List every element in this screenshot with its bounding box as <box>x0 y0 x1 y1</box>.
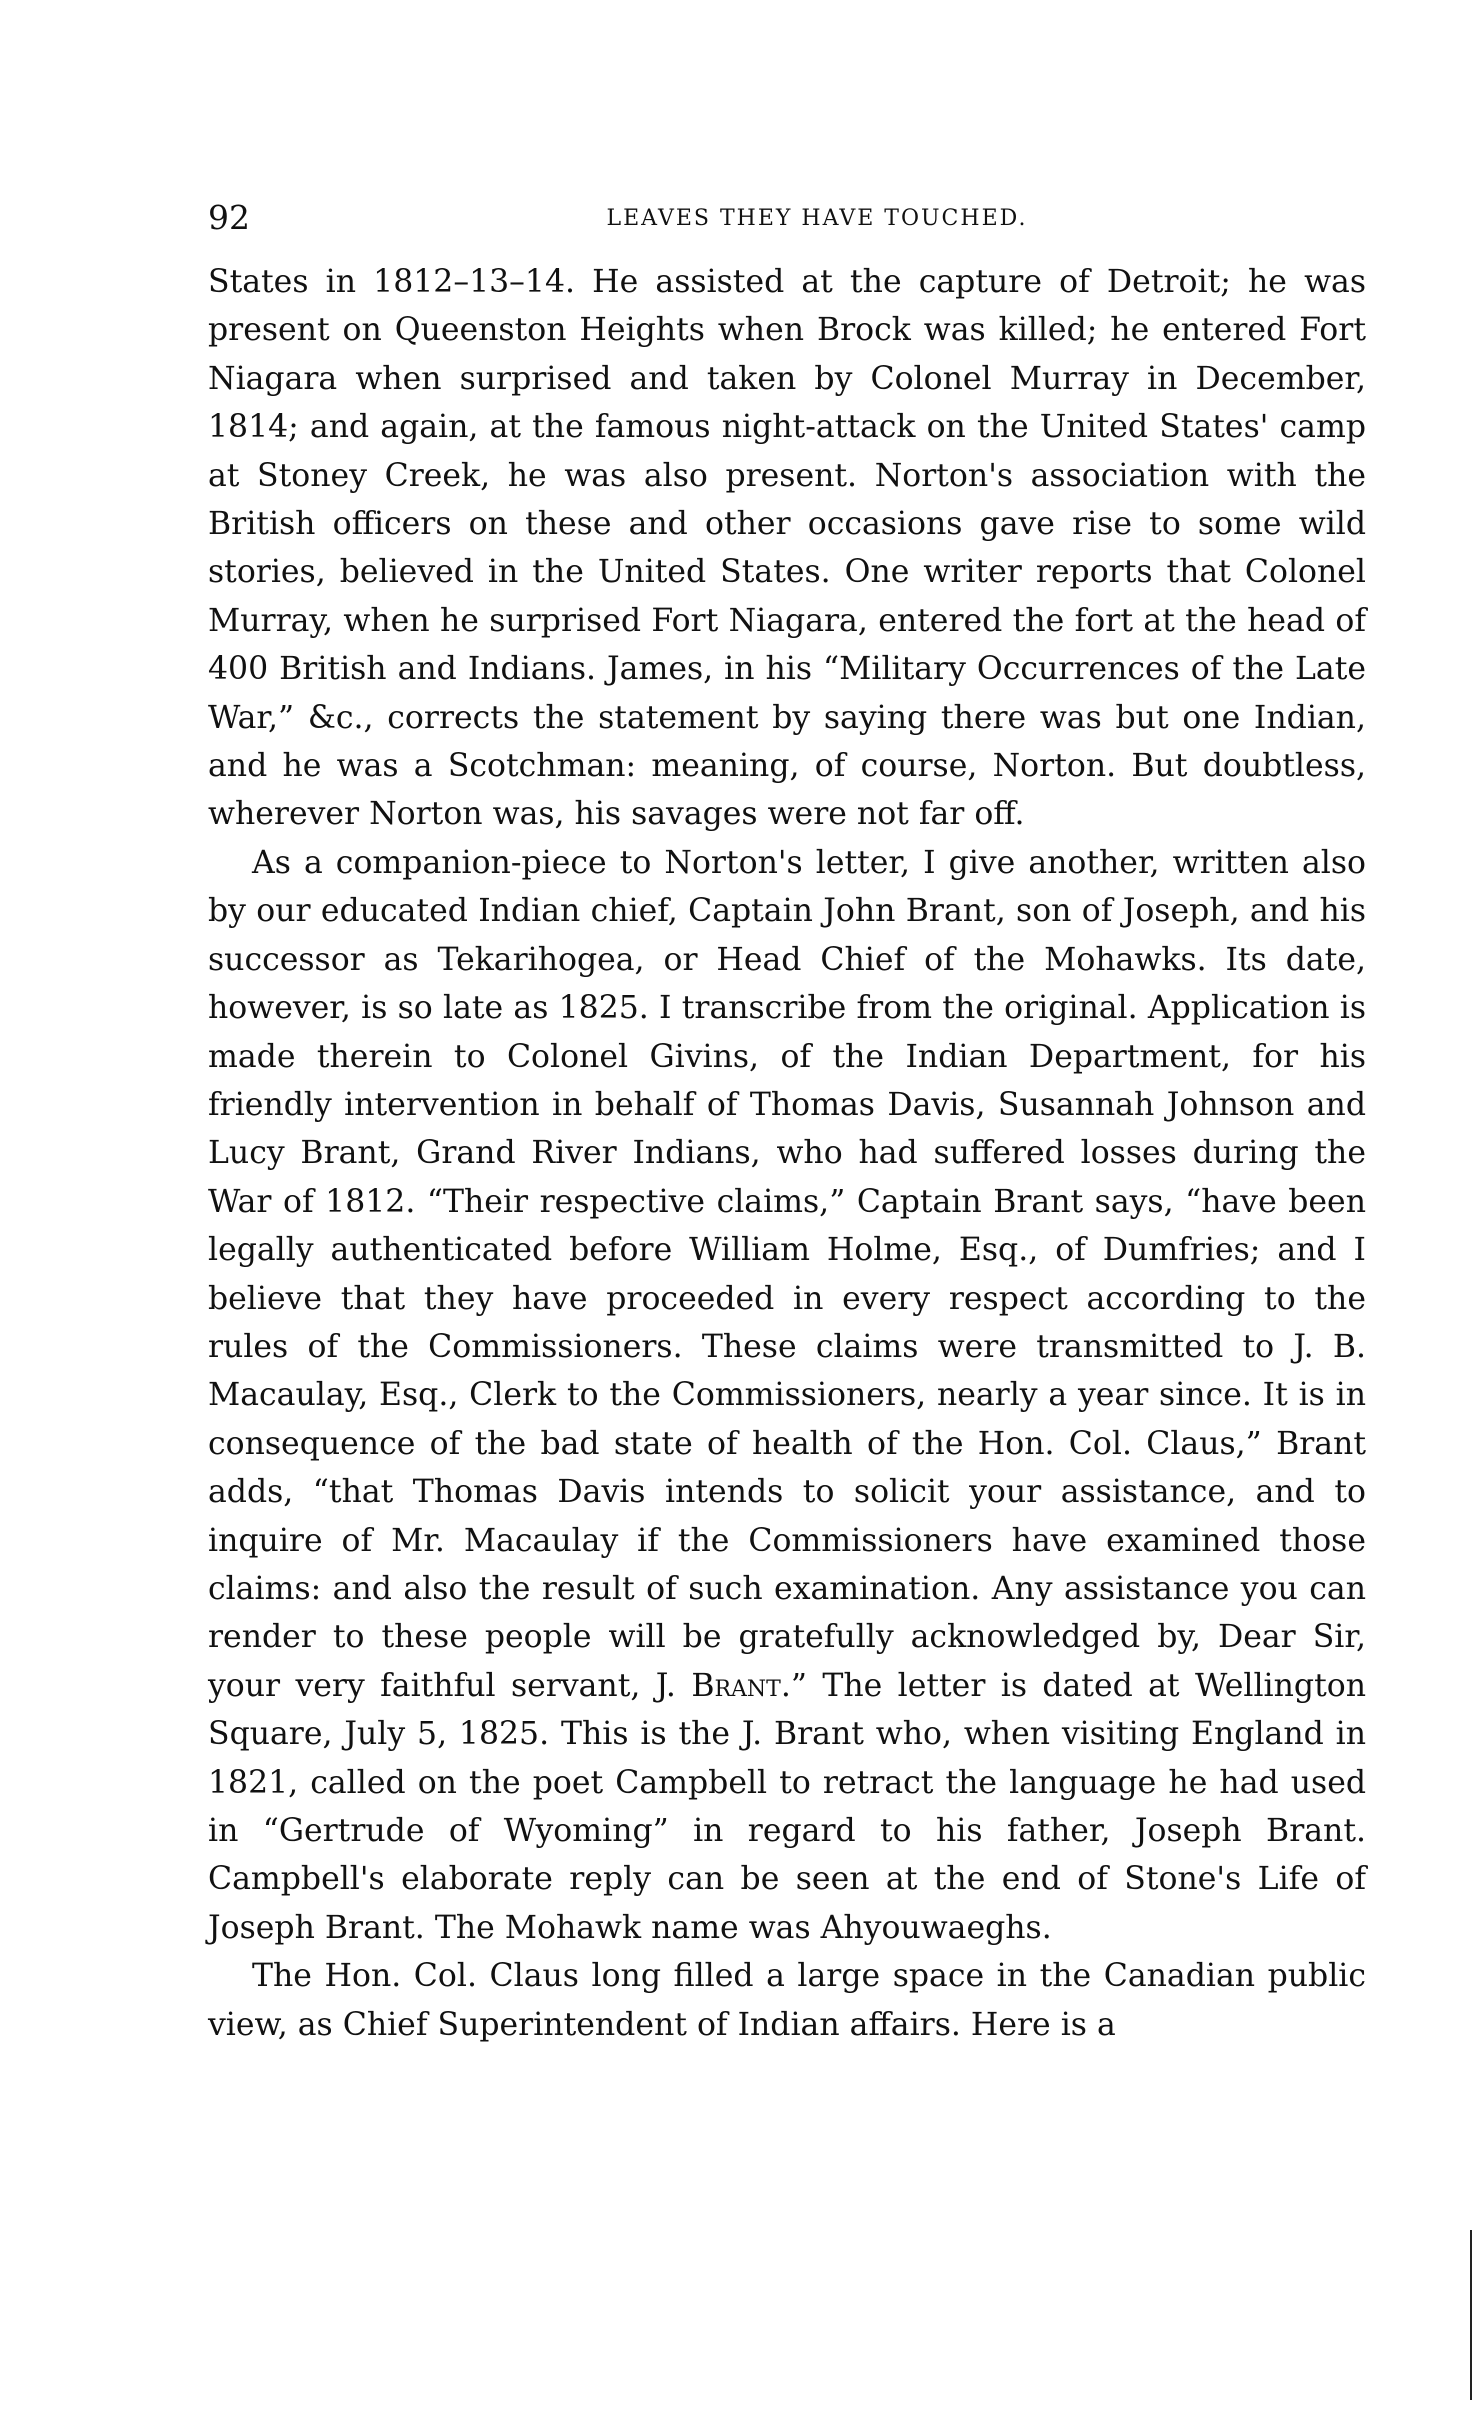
paragraph-2-continuation: .” The letter is dated at Wellington Square, July 5, 1825. This is the J. Brant who, when visiting England in 1821, called on the poet Campbell to retract the language he had used in “Gertrude of Wyoming” in regard to his father, Joseph Brant. Campbell's elaborate reply can be seen at the end of Stone's Life of Joseph Brant. The Mohawk name was Ahyouwaeghs. <box>208 1667 1366 1946</box>
scan-edge-line <box>1470 2230 1472 2400</box>
paragraph-2 <box>208 839 1366 1952</box>
text-body <box>208 258 1366 2049</box>
paragraph-3: The Hon. Col. Claus long filled a large space in the Canadian public view, as Chief Superintendent of Indian affairs. Here is a <box>208 1958 1366 2043</box>
paragraph-1: States in 1812–13–14. He assisted at the capture of Detroit; he was present on Queenston Heights when Brock was killed; he entered Fort Niagara when surprised and taken by Colonel Murray in December, 1814; and again, at the famous night-attack on the United States' camp at Stoney Creek, he was also present. Norton's association with the British officers on these and other occasions gave rise to some wild stories, believed in the United States. One writer reports that Colonel Murray, when he surprised Fort Niagara, entered the fort at the head of 400 British and Indians. James, in his “Military Occurrences of the Late War,” &c., corrects the statement by saying there was but one Indian, and he was a Scotchman: meaning, of course, Norton. But doubtless, wherever Norton was, his savages were not far off. <box>208 264 1366 833</box>
running-head <box>208 198 1366 246</box>
running-title: LEAVES THEY HAVE TOUCHED. <box>606 206 1028 231</box>
signature-brant: Brant <box>691 1667 781 1704</box>
paragraph-2-text: As a companion-piece to Norton's letter, I give another, written also by our educated Indian chief, Captain John Brant, son of Joseph, and his successor as Tekarihogea, or Head Chief of the Mohawks. Its date, however, is so late as 1825. I transcribe from the original. Application is made therein to Colonel Givins, of the Indian Department, for his friendly intervention in behalf of Thomas Davis, Susannah Johnson and Lucy Brant, Grand River Indians, who had suffered losses during the War of 1812. “Their respective claims,” Captain Brant says, “have been legally authenticated before William Holme, Esq., of Dumfries; and I believe that they have proceeded in every respect according to the rules of the Commissioners. These claims were transmitted to J. B. Macaulay, Esq., Clerk to the Commissioners, nearly a year since. It is in consequence of the bad state of health of the Hon. Col. Claus,” Brant adds, “that Thomas Davis intends to solicit your assistance, and to inquire of Mr. Macaulay if the Commissioners have examined those claims: and also the result of such examination. Any assistance you can render to these people will be gratefully acknowledged by, Dear Sir, your very faithful servant, J. <box>208 844 1366 1704</box>
page-number: 92 <box>208 198 250 237</box>
